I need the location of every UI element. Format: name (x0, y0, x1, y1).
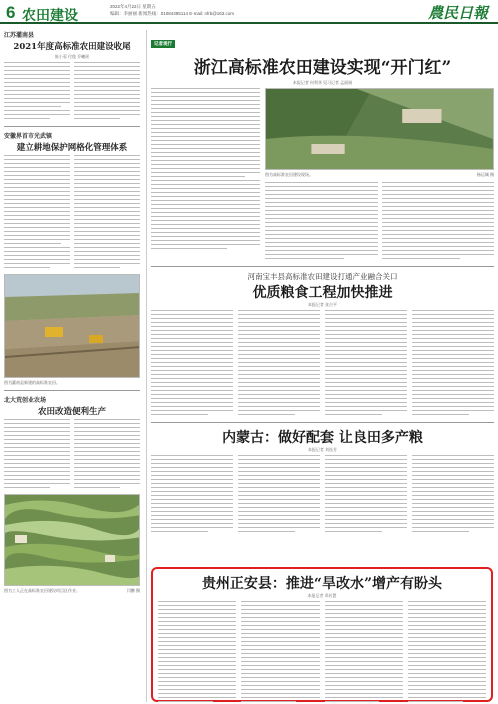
story3-body (4, 419, 140, 491)
lead-body (151, 88, 494, 262)
nmg-body (151, 455, 494, 535)
body-text-column (238, 310, 320, 418)
body-text-column (4, 62, 70, 122)
divider (4, 390, 140, 391)
body-text-column (74, 62, 140, 122)
story3-kicker: 北大荒创业农场 (4, 398, 47, 404)
story1-headline: 2021年度高标准农田建设收尾 (13, 42, 131, 52)
story1-kicker: 江苏灌南县 (4, 33, 35, 39)
body-text-column (241, 601, 319, 704)
story1-byline: 陈小蓉 付俊 乔曦瑶 (54, 54, 90, 59)
farmland-photo-image (5, 275, 140, 378)
lead-photo (265, 88, 494, 170)
lead-photo-image (266, 89, 493, 170)
page-number: 6 (6, 3, 16, 22)
body-text-column (4, 419, 70, 491)
lead-byline: 本报记者 何利华 见习记者 孟丽娟 (292, 80, 353, 85)
story2-body (4, 155, 140, 271)
lead-caption-text: 图为高标准农田建设现场。 (265, 172, 314, 177)
masthead (0, 0, 498, 24)
body-text-column (4, 155, 70, 271)
divider (4, 126, 140, 127)
body-text-column (325, 310, 407, 418)
body-text-column (151, 310, 233, 418)
gz-headline[interactable]: 贵州正安县：推进“旱改水”增产有盼头 (201, 576, 443, 592)
henan-subheadline: 河南宝丰县高标准农田建设打通产业融合关口 (247, 272, 398, 281)
body-text-column (74, 155, 140, 271)
paper-logo: 農民日報 (427, 4, 488, 22)
left-column (4, 30, 140, 702)
body-text-column (238, 455, 320, 535)
gz-body (158, 601, 486, 704)
body-text-column (74, 419, 140, 491)
lead-photo-credit: 杨运城 摄 (476, 172, 494, 177)
header-info (110, 3, 234, 17)
nmg-byline: 本报记者 刘连芳 (307, 447, 338, 452)
lead-photo-caption (265, 172, 494, 178)
body-text-column (325, 601, 403, 704)
gz-byline: 本报记者 邓若愚 (307, 593, 337, 598)
henan-byline: 本报记者 张吉平 (307, 302, 338, 307)
story3-headline: 农田改造便利生产 (37, 407, 106, 417)
body-text-column (412, 310, 494, 418)
terrace-photo-credit: 闫鹏 摄 (126, 588, 140, 593)
divider (151, 266, 494, 267)
story1-body (4, 62, 140, 122)
henan-body (151, 310, 494, 418)
section-title: 农田建设 (22, 7, 78, 23)
farmland-photo-caption: 图为灌南县新建的高标准农田。 (4, 380, 60, 385)
story2-kicker: 安徽界首市光武镇 (4, 134, 53, 140)
body-text-column (382, 182, 494, 262)
header-contact: 编辑：李丽丽 新闻热线：01084395114 E-mail: nfrb@163.com (110, 11, 235, 16)
farmland-photo (4, 274, 140, 378)
henan-headline: 优质粮食工程加快推进 (252, 285, 393, 301)
right-column (146, 30, 494, 702)
body-text-column (158, 601, 236, 704)
section-tag: 记者观行 (151, 40, 175, 48)
body-text-column (325, 455, 407, 535)
lead-headline: 浙江高标准农田建设实现“开门红” (193, 58, 452, 78)
body-text-column (408, 601, 486, 704)
body-text-column (265, 182, 377, 262)
terrace-caption-text: 图为工人正在高标准农田建设项目区作业。 (4, 588, 80, 593)
body-text-column (412, 455, 494, 535)
header-date: 2022年4月22日 星期五 (110, 4, 156, 9)
story2-headline: 建立耕地保护网格化管理体系 (16, 143, 128, 153)
body-text-column (151, 88, 260, 262)
terrace-photo-image (5, 495, 140, 586)
terrace-photo-caption (4, 588, 140, 594)
divider (151, 422, 494, 423)
terrace-photo (4, 494, 140, 586)
highlighted-article[interactable] (151, 567, 493, 702)
nmg-headline: 内蒙古：做好配套 让良田多产粮 (222, 430, 423, 446)
body-text-column (151, 455, 233, 535)
